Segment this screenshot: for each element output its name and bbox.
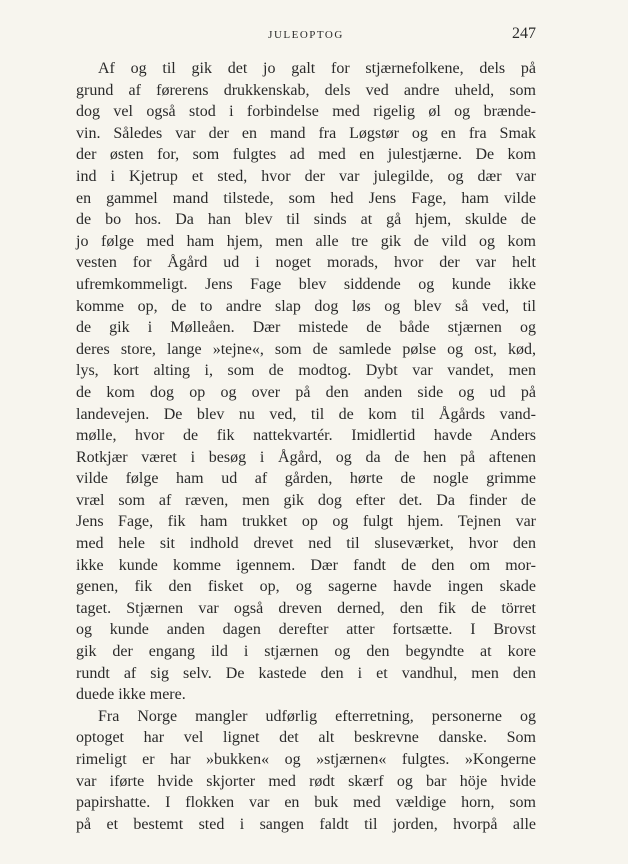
text-line: ufremkommeligt. Jens Fage blev siddende og kunde ikke — [76, 275, 536, 293]
text-line: ind i Kjetrup et sted, hvor der var julegilde, og dær var — [76, 167, 536, 185]
text-line: lys, kort alting i, som de modtog. Dybt var vandet, men — [76, 362, 536, 380]
text-line: på et bestemt sted i sangen faldt til jorden, hvorpå alle — [76, 815, 536, 833]
text-line: vin. Således var der en mand fra Løgstør og en fra Smak — [76, 124, 536, 142]
text-line: vræl som af ræven, men gik dog efter det. Da finder de — [76, 491, 536, 509]
text-line: optoget har vel lignet det alt beskrevne danske. Som — [76, 729, 536, 747]
text-line: taget. Stjærnen var også dreven derned, den fik de törret — [76, 599, 536, 617]
running-head — [76, 26, 536, 46]
page-number: 247 — [512, 25, 536, 42]
text-line: deres store, lange »tejne«, som de samlede pølse og ost, kød, — [76, 340, 536, 358]
text-line: Jens Fage, fik ham trukket op og fulgt hjem. Tejnen var — [76, 513, 536, 531]
paragraph-1 — [76, 58, 536, 706]
text-line: gik der engang ild i stjærnen og den begyndte at kore — [76, 643, 536, 661]
text-line: ikke kunde komme igennem. Dær fandt de den om mor- — [76, 556, 536, 574]
text-line: Fra Norge mangler udførlig efterretning, personerne og — [98, 707, 536, 725]
text-line: og kunde anden dagen derefter atter fortsætte. I Brovst — [76, 621, 536, 639]
text-line: Rotkjær været i besøg i Ågård, og da de hen på aftenen — [76, 448, 536, 466]
text-line: rundt af sig selv. De kastede den i et vandhul, men den — [76, 664, 536, 682]
text-line: dog vel også stod i forbindelse med rigelig øl og brænde- — [76, 103, 536, 121]
text-line: der østen for, som fulgtes ad med en julestjærne. De kom — [76, 146, 536, 164]
running-title: JULEOPTOG — [268, 29, 344, 41]
text-line: jo følge med ham hjem, men alle tre gik de vild og kom — [76, 232, 536, 250]
text-line: komme op, de to andre slap dog løs og blev så ved, til — [76, 297, 536, 315]
text-line: papirshatte. I flokken var en buk med vældige horn, som — [76, 794, 536, 812]
text-line: duede ikke mere. — [76, 686, 186, 704]
text-line: Af og til gik det jo galt for stjærnefolkene, dels på — [98, 60, 536, 77]
text-line: de kom dog op og over på den anden side og ud på — [76, 383, 536, 401]
text-line: vilde følge ham ud af gården, hørte de nogle grimme — [76, 470, 536, 488]
text-line: var iførte hvide skjorter med rødt skærf og bar höje hvide — [76, 772, 536, 790]
text-line: mølle, hvor de fik nattekvartér. Imidlertid havde Anders — [76, 427, 536, 445]
text-line: vesten for Ågård ud i noget morads, hvor der var helt — [76, 254, 536, 272]
text-line: genen, fik den fisket op, og sagerne havde ingen skade — [76, 578, 536, 596]
body-text — [76, 58, 536, 835]
paragraph-2 — [76, 706, 536, 836]
text-line: rimeligt er har »bukken« og »stjærnen« fulgtes. »Kongerne — [76, 751, 536, 768]
text-line: grund af førerens drukkenskab, dels ved andre uheld, som — [76, 81, 536, 99]
text-line: de gik i Mølleåen. Dær mistede de både stjærnen og — [76, 319, 536, 337]
text-line: med hele sit indhold drevet ned til sluseværket, hvor den — [76, 535, 536, 553]
text-line: de bo hos. Da han blev til sinds at gå hjem, skulde de — [76, 211, 536, 229]
text-line: en gammel mand tilstede, som hed Jens Fage, ham vilde — [76, 189, 536, 207]
text-line: landevejen. De blev nu ved, til de kom til Ågårds vand- — [76, 405, 536, 423]
